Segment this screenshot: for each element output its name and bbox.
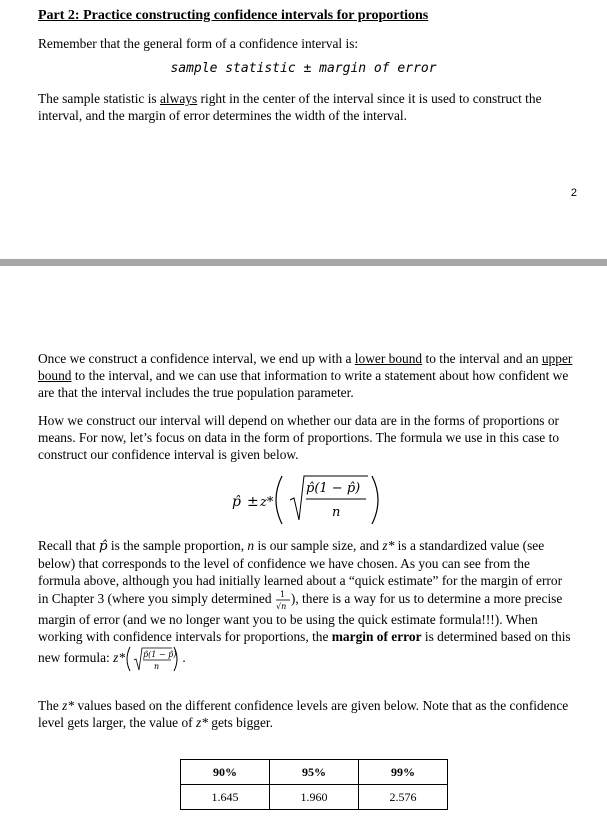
table-value-row xyxy=(181,785,448,810)
value-90: 1.645 xyxy=(181,785,270,810)
header-90: 90% xyxy=(181,760,270,785)
recall-paragraph: Recall that p̂ is the sample proportion, n is our sample size, and z* is a standardized value (see below) that corresponds to the level of confidence we have chosen. As you can see from the formula above, although you had initially learned about a “quick estimate” for the margin of error in Chapter 3 (where you simply determined 1 √n ), there is a way for us to determine a more precise margin of error (and we no longer want you to be using the quick estimate formula!!!). When working with confidence intervals for proportions, the margin of error is determined based on this new formula: z* p̂(1 − p̂) n . xyxy=(38,538,571,671)
intro-paragraph: Remember that the general form of a confidence interval is: xyxy=(38,36,359,51)
formula-plusminus: ± xyxy=(247,494,259,510)
general-form-formula: sample statistic ± margin of error xyxy=(170,61,437,76)
svg-text:n: n xyxy=(154,662,160,671)
formula-denominator: n xyxy=(332,505,341,520)
bounds-paragraph: Once we construct a confidence interval, we end up with a lower bound to the interval and an upper bound to the interval, and we can use that information to write a statement about how confident we are that the interval includes the true population parameter. xyxy=(38,351,573,400)
page-divider xyxy=(0,259,607,266)
table-header-row xyxy=(181,760,448,785)
svg-text:1: 1 xyxy=(279,590,285,599)
zstar-paragraph: The z* values based on the different confidence levels are given below. Note that as the confidence level gets larger, the value of z* gets bigger. xyxy=(38,698,569,730)
proportions-paragraph: How we construct our interval will depend on whether our data are in the forms of proportions or means. For now, let’s focus on data in the form of proportions. The formula we use in this case to construct our confidence interval is given below. xyxy=(38,413,560,462)
header-95: 95% xyxy=(270,760,359,785)
svg-text:√n: √n xyxy=(275,602,287,611)
header-99: 99% xyxy=(359,760,448,785)
confidence-interval-formula xyxy=(230,470,390,530)
value-95: 1.960 xyxy=(270,785,359,810)
svg-text:p̂(1 − p̂): p̂(1 − p̂) xyxy=(143,650,177,659)
right-paren xyxy=(372,476,378,524)
section-heading: Part 2: Practice constructing confidence intervals for proportions xyxy=(38,8,429,23)
left-paren xyxy=(276,476,282,524)
zstar-table xyxy=(180,759,448,810)
margin-of-error-formula xyxy=(125,645,179,673)
page-number: 2 xyxy=(570,187,577,199)
formula-phat: p̂ xyxy=(232,494,241,510)
value-99: 2.576 xyxy=(359,785,448,810)
sample-statistic-paragraph: The sample statistic is always right in the center of the interval since it is used to construct the interval, and the margin of error determines the width of the interval. xyxy=(38,91,542,123)
formula-zstar: z* xyxy=(260,495,274,510)
quick-estimate-formula xyxy=(275,589,291,611)
formula-numerator: p̂(1 − p̂) xyxy=(306,481,361,496)
